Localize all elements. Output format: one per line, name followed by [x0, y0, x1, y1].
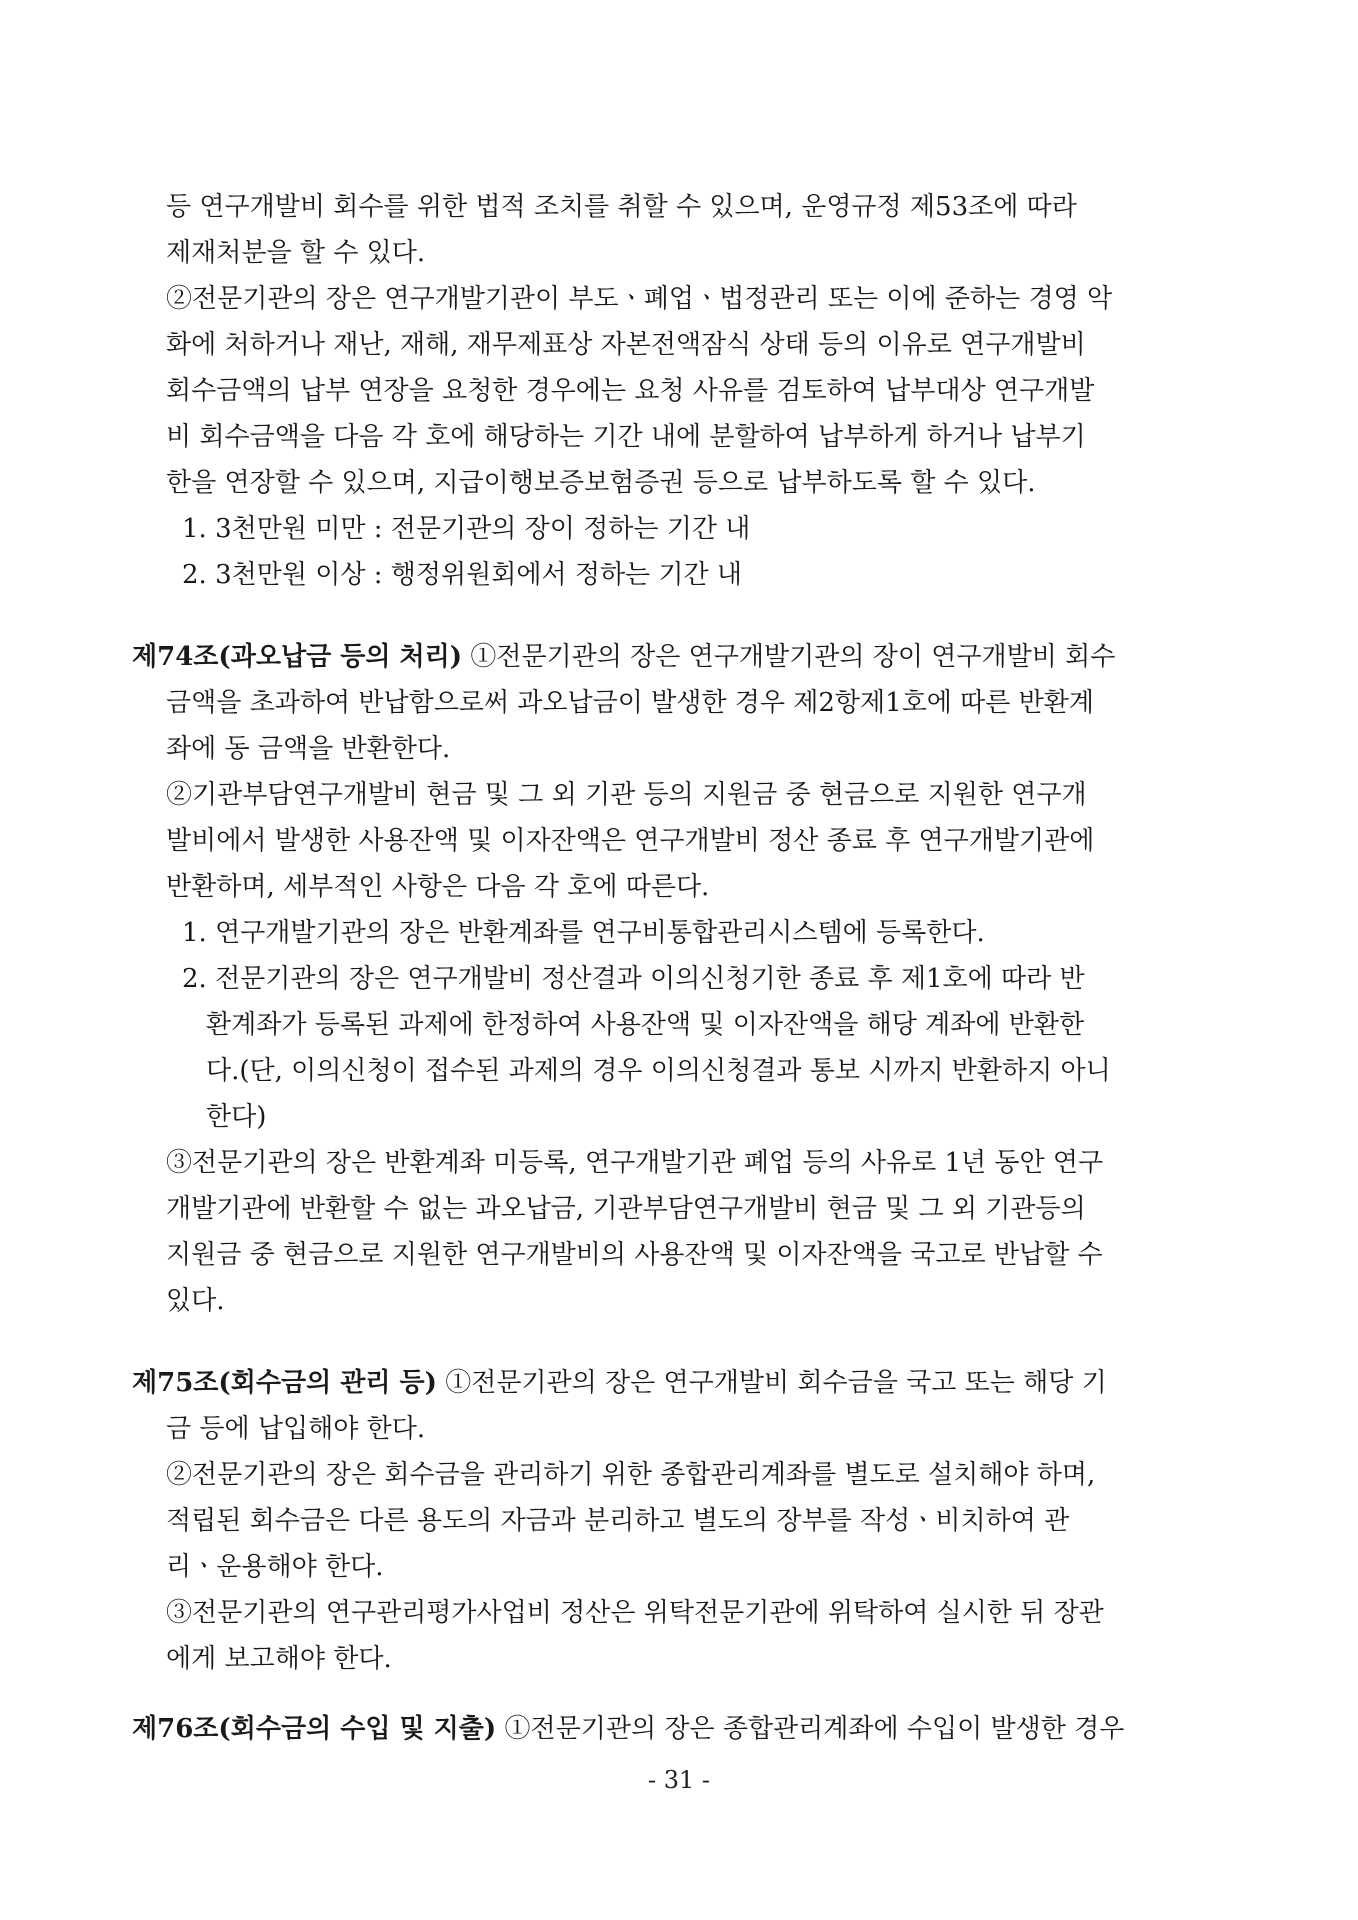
text-span: 금액을 초과하여 반납함으로써 과오납금이 발생한 경우 제2항제1호에 따른 반환계 [166, 688, 1095, 718]
page-number: - 31 - [647, 1766, 710, 1794]
text-span: 반환하며, 세부적인 사항은 다음 각 호에 따른다. [166, 872, 710, 902]
text-span: 2. 전문기관의 장은 연구개발비 정산결과 이의신청기한 종료 후 제1호에 따라 반 [182, 964, 1085, 994]
text-span: 1. 3천만원 미만 : 전문기관의 장이 정하는 기간 내 [182, 514, 751, 544]
text-span: 금 등에 납입해야 한다. [166, 1414, 426, 1444]
text-span: 다.(단, 이의신청이 접수된 과제의 경우 이의신청결과 통보 시까지 반환하지 아니 [206, 1056, 1111, 1086]
list-item-continuation [206, 1054, 1111, 1088]
paragraph-line [166, 328, 1086, 362]
list-item [182, 512, 750, 546]
paragraph-line [166, 732, 450, 766]
text-span: ③전문기관의 연구관리평가사업비 정산은 위탁전문기관에 위탁하여 실시한 뒤 장관 [166, 1598, 1104, 1628]
paragraph-line [166, 686, 1094, 720]
paragraph-line [166, 1146, 1103, 1180]
paragraph-line [166, 1596, 1104, 1630]
paragraph-line [166, 1550, 383, 1584]
article-heading: 제74조(과오납금 등의 처리) [132, 642, 463, 672]
paragraph-line [166, 870, 709, 904]
paragraph-line [166, 778, 1087, 812]
text-span: 리ㆍ운용해야 한다. [166, 1552, 384, 1582]
text-span: ②기관부담연구개발비 현금 및 그 외 기관 등의 지원금 중 현금으로 지원한 연구개 [166, 780, 1087, 810]
text-span: 2. 3천만원 이상 : 행정위원회에서 정하는 기간 내 [182, 560, 743, 590]
text-span: ①전문기관의 장은 종합관리계좌에 수입이 발생한 경우 [504, 1714, 1125, 1744]
text-span: ③전문기관의 장은 반환계좌 미등록, 연구개발기관 폐업 등의 사유로 1년 동안 연구 [166, 1148, 1104, 1178]
text-span: 비 회수금액을 다음 각 호에 해당하는 기간 내에 분할하여 납부하게 하거나 납부기 [166, 422, 1086, 452]
list-item [182, 962, 1085, 996]
text-span: 적립된 회수금은 다른 용도의 자금과 분리하고 별도의 장부를 작성ㆍ비치하여 관 [166, 1506, 1070, 1536]
paragraph-line [166, 282, 1112, 316]
text-span: 한다) [206, 1102, 267, 1132]
list-item [182, 558, 742, 592]
paragraph-line [166, 466, 1036, 500]
paragraph-line [166, 1412, 425, 1446]
text-span: 화에 처하거나 재난, 재해, 재무제표상 자본전액잠식 상태 등의 이유로 연구개발비 [166, 330, 1086, 360]
article-heading-line [132, 1712, 1124, 1746]
text-span: 등 연구개발비 회수를 위한 법적 조치를 취할 수 있으며, 운영규정 제53조에 따라 [166, 192, 1077, 222]
text-span: 환계좌가 등록된 과제에 한정하여 사용잔액 및 이자잔액을 해당 계좌에 반환한 [206, 1010, 1085, 1040]
article-heading-line [132, 640, 1115, 674]
text-span: 회수금액의 납부 연장을 요청한 경우에는 요청 사유를 검토하여 납부대상 연구개발 [166, 376, 1095, 406]
text-span: 에게 보고해야 한다. [166, 1644, 392, 1674]
paragraph-line [166, 190, 1232, 224]
text-span: 제재처분을 할 수 있다. [166, 238, 426, 268]
article-heading-line [132, 1366, 1107, 1400]
list-item [182, 916, 985, 950]
text-span: ②전문기관의 장은 연구개발기관이 부도ㆍ폐업ㆍ법정관리 또는 이에 준하는 경영 악 [166, 284, 1113, 314]
paragraph-line [166, 236, 425, 270]
text-span: 있다. [166, 1286, 225, 1316]
paragraph-line [166, 1504, 1069, 1538]
paragraph-line [166, 824, 1094, 858]
text-span: ①전문기관의 장은 연구개발비 회수금을 국고 또는 해당 기 [445, 1368, 1107, 1398]
paragraph-line [166, 1642, 392, 1676]
paragraph-line [166, 374, 1094, 408]
text-span: 1. 연구개발기관의 장은 반환계좌를 연구비통합관리시스템에 등록한다. [182, 918, 985, 948]
list-item-continuation [206, 1008, 1084, 1042]
paragraph-line [166, 1192, 1086, 1226]
text-span: 지원금 중 현금으로 지원한 연구개발비의 사용잔액 및 이자잔액을 국고로 반납할 수 [166, 1240, 1103, 1270]
text-span: 좌에 동 금액을 반환한다. [166, 734, 451, 764]
text-span: 한을 연장할 수 있으며, 지급이행보증보험증권 등으로 납부하도록 할 수 있다. [166, 468, 1036, 498]
article-heading: 제75조(회수금의 관리 등) [132, 1368, 437, 1398]
paragraph-line [166, 420, 1086, 454]
list-item-continuation [206, 1100, 266, 1134]
text-span: ①전문기관의 장은 연구개발기관의 장이 연구개발비 회수 [470, 642, 1116, 672]
article-heading: 제76조(회수금의 수입 및 지출) [132, 1714, 497, 1744]
text-span: ②전문기관의 장은 회수금을 관리하기 위한 종합관리계좌를 별도로 설치해야 하며, [166, 1460, 1096, 1490]
paragraph-line [166, 1238, 1103, 1272]
text-span: 개발기관에 반환할 수 없는 과오납금, 기관부담연구개발비 현금 및 그 외 기관등의 [166, 1194, 1086, 1224]
paragraph-line [166, 1284, 225, 1318]
text-span: 발비에서 발생한 사용잔액 및 이자잔액은 연구개발비 정산 종료 후 연구개발기관에 [166, 826, 1095, 856]
paragraph-line [166, 1458, 1095, 1492]
